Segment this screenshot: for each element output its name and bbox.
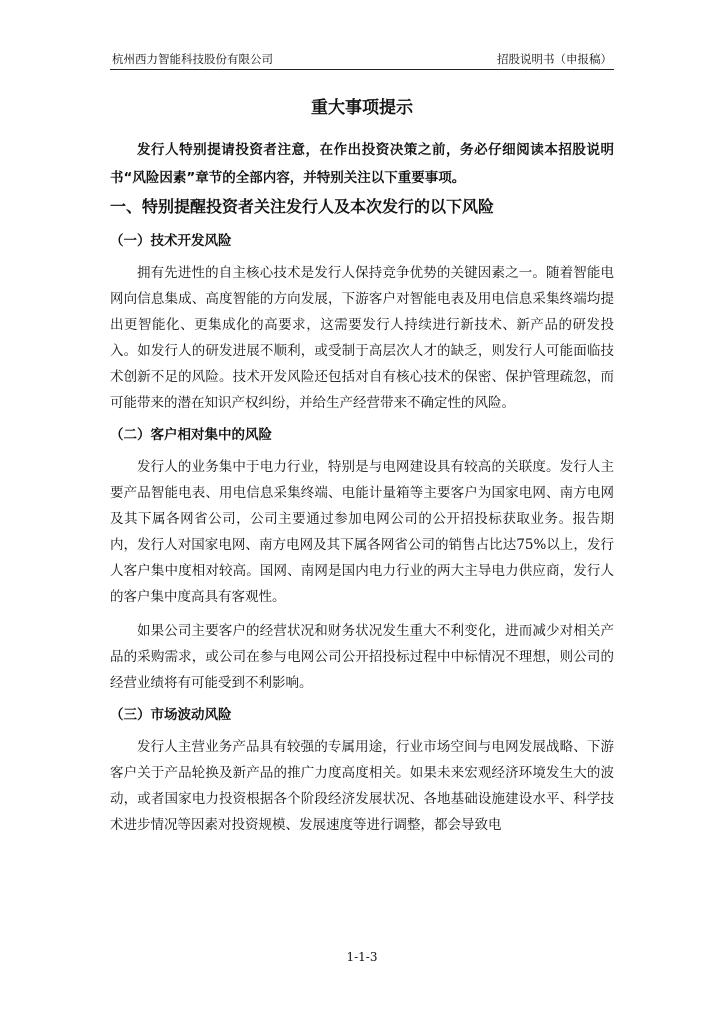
- paragraph-customer-risk-1: 发行人的业务集中于电力行业，特别是与电网建设具有较高的关联度。发行人主要产品智能电表、用电信息采集终端、电能计量箱等主要客户为国家电网、南方电网及其下属各网省公司，公司主要通过参加电网公司的公开招投标获取业务。报告期内，发行人对国家电网、南方电网及其下属各网省公司的销售占比达75%以上，发行人客户集中度相对较高。国网、南网是国内电力行业的两大主导电力供应商，发行人的客户集中度高具有客观性。: [110, 459, 614, 605]
- subsection-heading-market-risk: （三）市场波动风险: [110, 707, 232, 723]
- paragraph-market-risk: 发行人主营业务产品具有较强的专属用途，行业市场空间与电网发展战略、下游客户关于产品轮换及新产品的推广力度高度相关。如果未来宏观经济环境发生大的波动，或者国家电力投资根据各个阶段经济发展状况、各地基础设施建设水平、科学技术进步情况等因素对投资规模、发展速度等进行调整，都会导致电: [110, 739, 614, 833]
- subsection-heading-tech-risk: （一）技术开发风险: [110, 233, 232, 249]
- page-header: [110, 51, 614, 70]
- header-company-name: 杭州西力智能科技股份有限公司: [112, 52, 273, 66]
- document-body: [110, 136, 614, 846]
- header-document-name: 招股说明书（申报稿）: [497, 52, 612, 66]
- paragraph-customer-risk-2: 如果公司主要客户的经营状况和财务状况发生重大不利变化，进而减少对相关产品的采购需求，或公司在参与电网公司公开招投标过程中中标情况不理想，则公司的经营业绩将有可能受到不利影响。: [110, 623, 614, 691]
- intro-paragraph: 发行人特别提请投资者注意，在作出投资决策之前，务必仔细阅读本招股说明书“风险因素”章节的全部内容，并特别关注以下重要事项。: [110, 142, 614, 186]
- page-number: 1-1-3: [346, 950, 378, 964]
- page-title: 重大事项提示: [311, 98, 413, 118]
- subsection-heading-customer-risk: （二）客户相对集中的风险: [110, 427, 272, 443]
- paragraph-tech-risk: 拥有先进性的自主核心技术是发行人保持竞争优势的关键因素之一。随着智能电网向信息集成、高度智能的方向发展，下游客户对智能电表及用电信息采集终端均提出更智能化、更集成化的高要求，这需要发行人持续进行新技术、新产品的研发投入。如发行人的研发进展不顺利，或受制于高层次人才的缺乏，则发行人可能面临技术创新不足的风险。技术开发风险还包括对自有核心技术的保密、保护管理疏忽，而可能带来的潜在知识产权纠纷，并给生产经营带来不确定性的风险。: [110, 265, 614, 411]
- section-heading-risks: 一、特别提醒投资者关注发行人及本次发行的以下风险: [110, 197, 495, 216]
